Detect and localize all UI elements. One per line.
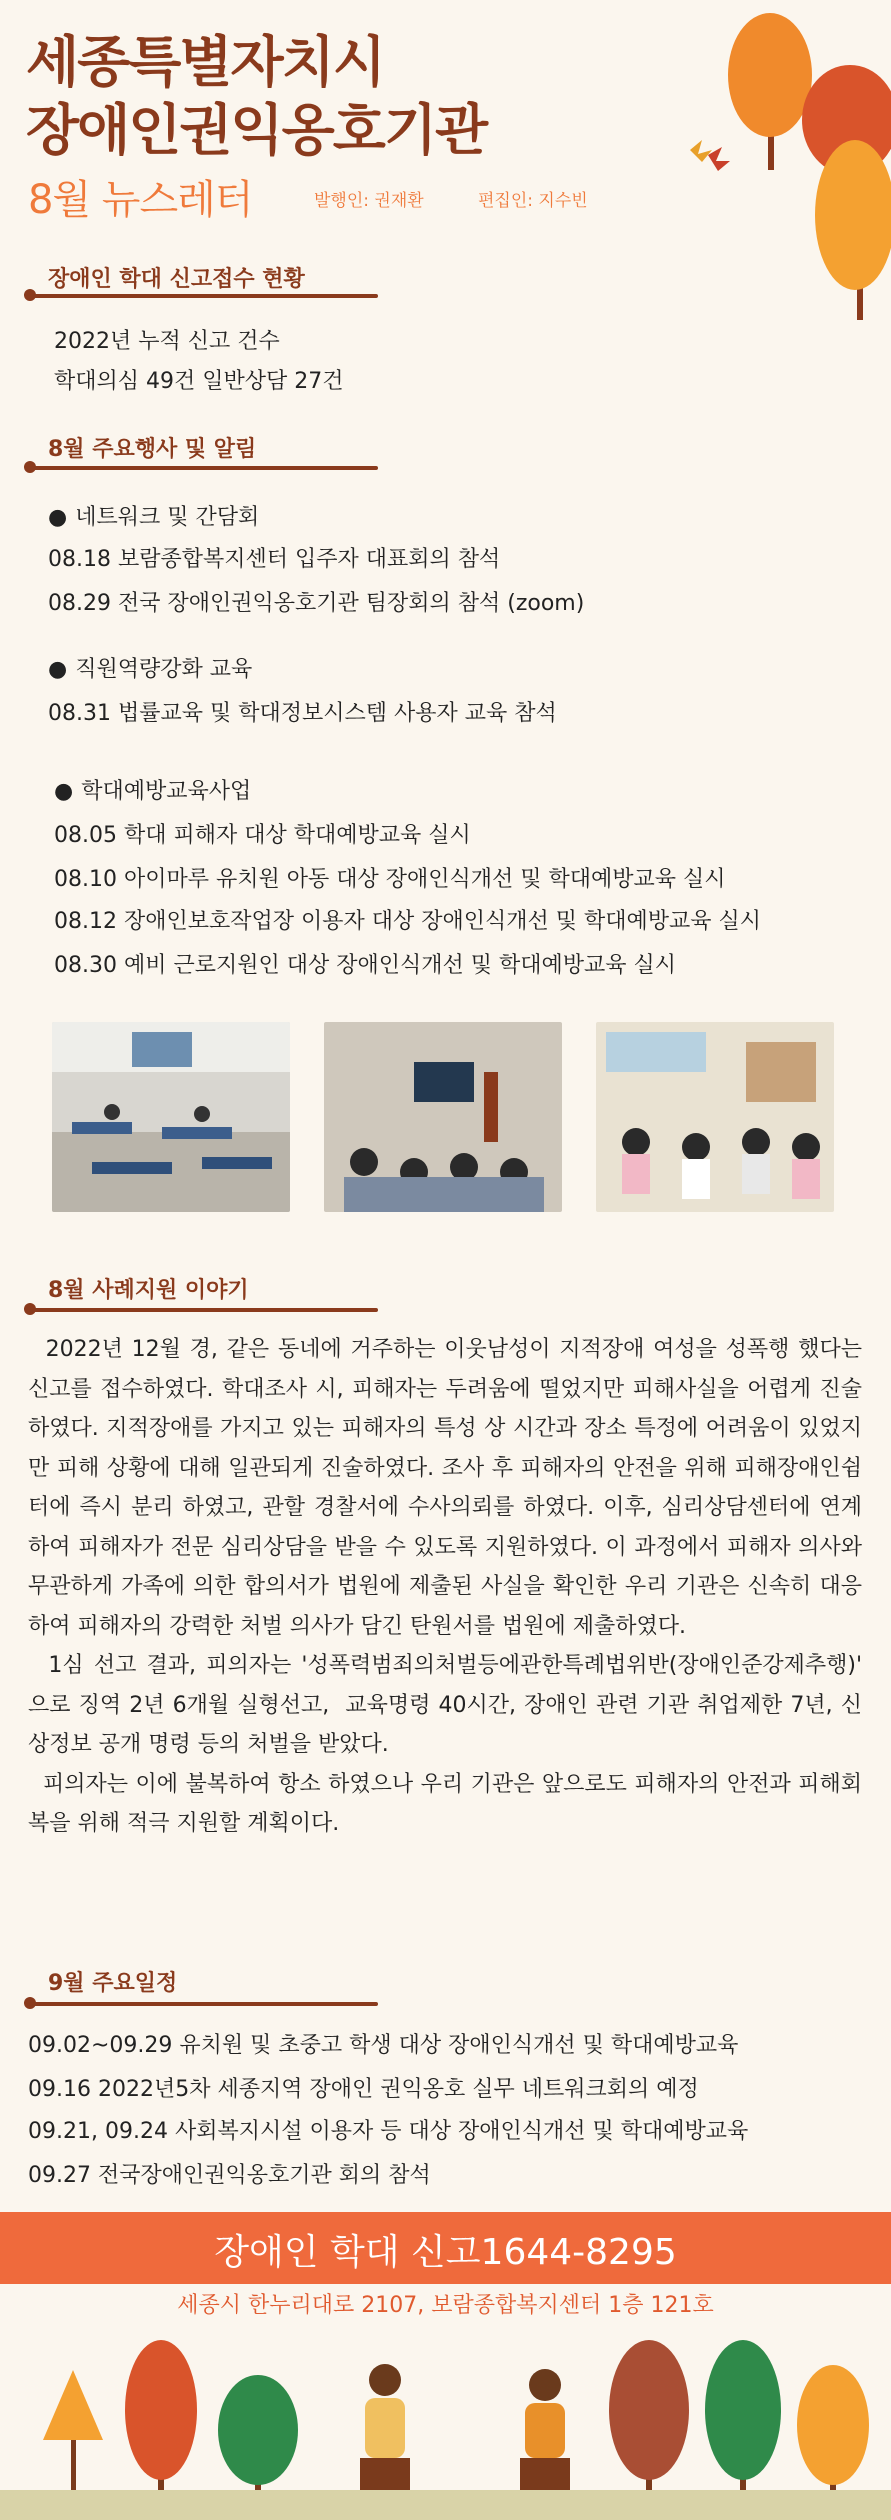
case-story-body bbox=[28, 1330, 869, 1844]
section-heading-case-story: 8월 사례지원 이야기 bbox=[48, 1278, 249, 1303]
event-group-prevention: ● 학대예방교육사업 bbox=[54, 774, 251, 805]
section-divider bbox=[26, 2002, 378, 2006]
section-divider bbox=[26, 294, 378, 298]
event-item: 08.12 장애인보호작업장 이용자 대상 장애인식개선 및 학대예방교육 실시 bbox=[54, 909, 761, 934]
section-heading-events: 8월 주요행사 및 알림 bbox=[48, 437, 257, 462]
title-line-2: 장애인권익옹호기관 bbox=[26, 98, 487, 162]
section-divider bbox=[26, 466, 378, 470]
photo-classroom bbox=[52, 1022, 290, 1212]
schedule-item: 09.16 2022년5차 세종지역 장애인 권익옹호 실무 네트워크회의 예정 bbox=[28, 2077, 699, 2102]
schedule-item: 09.02~09.29 유치원 및 초중고 학생 대상 장애인식개선 및 학대예방교육 bbox=[28, 2033, 739, 2058]
publisher-credit: 발행인: 권재환 bbox=[314, 191, 424, 211]
event-group-training: ● 직원역량강화 교육 bbox=[48, 652, 252, 683]
report-total-label: 2022년 누적 신고 건수 bbox=[54, 329, 280, 354]
schedule-item: 09.27 전국장애인권익옹호기관 회의 참석 bbox=[28, 2163, 431, 2188]
section-heading-september: 9월 주요일정 bbox=[48, 1971, 178, 1996]
hotline-text: 장애인 학대 신고1644-8295 bbox=[214, 2232, 677, 2273]
title-line-1: 세종특별자치시 bbox=[26, 30, 384, 94]
case-paragraph: 피의자는 이에 불복하여 항소 하였으나 우리 기관은 앞으로도 피해자의 안전과 피해회복을 위해 적극 지원할 계획이다. bbox=[28, 1771, 862, 1836]
event-item: 08.05 학대 피해자 대상 학대예방교육 실시 bbox=[54, 823, 471, 848]
autumn-trees-illustration bbox=[660, 0, 891, 320]
event-item: 08.31 법률교육 및 학대정보시스템 사용자 교육 참석 bbox=[48, 701, 557, 726]
photo-children bbox=[596, 1022, 834, 1212]
report-counts: 학대의심 49건 일반상담 27건 bbox=[54, 369, 344, 394]
event-item: 08.30 예비 근로지원인 대상 장애인식개선 및 학대예방교육 실시 bbox=[54, 953, 676, 978]
event-group-network: ● 네트워크 및 간담회 bbox=[48, 500, 259, 531]
schedule-item: 09.21, 09.24 사회복지시설 이용자 등 대상 장애인식개선 및 학대예방교육 bbox=[28, 2119, 749, 2144]
section-heading-report-status: 장애인 학대 신고접수 현황 bbox=[48, 267, 305, 292]
event-item: 08.10 아이마루 유치원 아동 대상 장애인식개선 및 학대예방교육 실시 bbox=[54, 867, 726, 892]
newsletter-subtitle: 8월 뉴스레터 bbox=[28, 177, 253, 223]
autumn-forest-illustration bbox=[0, 2320, 891, 2520]
section-divider bbox=[26, 1308, 378, 1312]
event-item: 08.18 보람종합복지센터 입주자 대표회의 참석 bbox=[48, 547, 501, 572]
editor-credit: 편집인: 지수빈 bbox=[478, 191, 588, 211]
event-item: 08.29 전국 장애인권익옹호기관 팀장회의 참석 (zoom) bbox=[48, 591, 585, 616]
case-paragraph: 2022년 12월 경, 같은 동네에 거주하는 이웃남성이 지적장애 여성을 성폭행 했다는 신고를 접수하였다. 학대조사 시, 피해자는 두려움에 떨었지만 피해사실을 어렵게 진술하였다. 지적장애를 가지고 있는 피해자의 특성 상 시간과 장소 특정에 어려움이 있었지만 피해 상황에 대해 일관되게 진술하였다. 조사 후 피해자의 안전을 위해 피해장애인쉼터에 즉시 분리 하였고, 관할 경찰서에 수사의뢰를 하였다. 이후, 심리상담센터에 연계하여 피해자가 전문 심리상담을 받을 수 있도록 지원하였다. 이 과정에서 피해자 의사와 무관하게 가족에 의한 합의서가 법원에 제출된 사실을 확인한 우리 기관은 신속히 대응하여 피해자의 강력한 처벌 의사가 담긴 탄원서를 법원에 제출하였다. bbox=[28, 1337, 869, 1639]
photo-lecture bbox=[324, 1022, 562, 1212]
case-paragraph: 1심 선고 결과, 피의자는 '성폭력범죄의처벌등에관한특례법위반(장애인준강제추행)' 으로 징역 2년 6개월 실형선고, 교육명령 40시간, 장애인 관련 기관 취업제한 7년, 신상정보 공개 명령 등의 처벌을 받았다. bbox=[28, 1653, 869, 1757]
address-text: 세종시 한누리대로 2107, 보람종합복지센터 1층 121호 bbox=[177, 2293, 714, 2318]
